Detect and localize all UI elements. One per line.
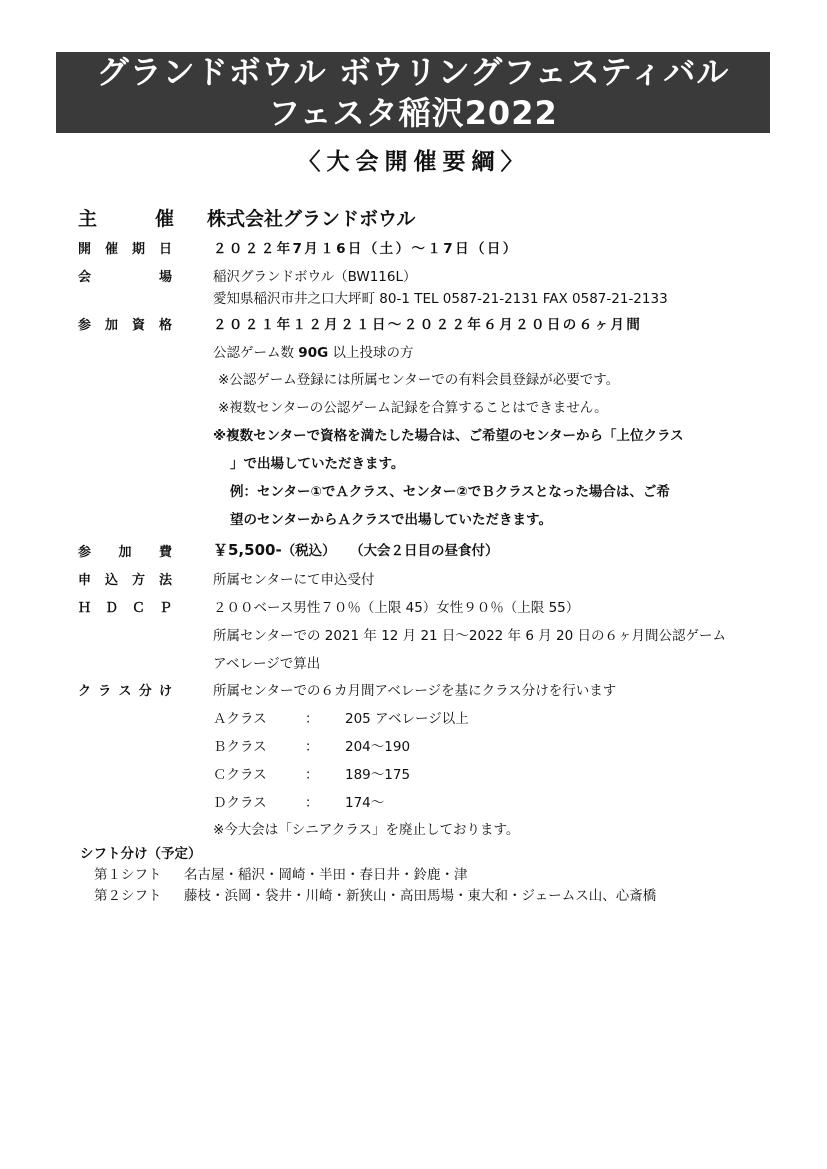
eligibility-note2: ※複数センターの公認ゲーム記録を合算することはできません。 (218, 400, 608, 416)
class-c-separator: ： (305, 767, 319, 783)
class-b-name: Ｂクラス (213, 739, 267, 755)
class-b-separator: ： (305, 739, 319, 755)
hdcp-label: Ｈ Ｄ Ｃ Ｐ (78, 601, 172, 616)
fee-amount: ￥5,500- (213, 541, 282, 559)
venue-label: 会 場 (78, 270, 172, 285)
application-label: 申 込 方 法 (78, 573, 172, 588)
class-a-range: 205 アベレージ以上 (345, 711, 469, 727)
application-value: 所属センターにて申込受付 (213, 572, 375, 588)
class-b-range: 204～190 (345, 739, 411, 755)
classes-label: ク ラ ス 分 け (78, 684, 172, 699)
eligibility-note3-line2: 」で出場していただきます。 (230, 456, 405, 472)
eligibility-example-line1: 例：センター①でＡクラス、センター②でＢクラスとなった場合は、ご希 (230, 484, 670, 500)
eligibility-note1: ※公認ゲーム登録には所属センターでの有料会員登録が必要です。 (218, 372, 620, 388)
class-d-range: 174～ (345, 795, 385, 811)
classes-intro: 所属センターでの６カ月間アベレージを基にクラス分けを行います (213, 683, 617, 699)
class-a-separator: ： (305, 711, 319, 727)
class-a-name: Ａクラス (213, 711, 267, 727)
shift-1-centers: 名古屋・稲沢・岡崎・半田・春日井・鈴鹿・津 (184, 867, 468, 883)
hdcp-line1: ２００ベース男性７０％（上限 45）女性９０％（上限 55） (213, 600, 580, 616)
eligibility-label: 参 加 資 格 (78, 318, 172, 333)
dates-value: ２０２２年7月１6日（土）～１7日（日） (213, 241, 519, 257)
title-banner-line1 (56, 52, 770, 91)
eligibility-games: 公認ゲーム数 90G 以上投球の方 (213, 345, 414, 361)
hdcp-line3: アベレージで算出 (213, 656, 321, 672)
organizer-label: 主 催 (78, 208, 174, 230)
venue-name: 稲沢グランドボウル（BW116L） (213, 269, 417, 285)
class-c-name: Ｃクラス (213, 767, 267, 783)
title-line2: フェスタ稲沢2022 (268, 94, 558, 132)
eligibility-note3-line1: ※複数センターで資格を満たした場合は、ご希望のセンターから「上位クラス (213, 428, 684, 444)
organizer-value: 株式会社グランドボウル (207, 208, 416, 230)
fee-tax: （税込） (281, 543, 336, 559)
title-line1: グランドボウル ボウリングフェスティバル (96, 53, 730, 91)
class-d-separator: ： (305, 795, 319, 811)
hdcp-line2: 所属センターでの 2021 年 12 月 21 日～2022 年 6 月 20 日の６ヶ月間公認ゲーム (213, 628, 726, 644)
eligibility-example-line2: 望のセンターからＡクラスで出場していただきます。 (230, 512, 552, 528)
dates-label: 開 催 期 日 (78, 242, 172, 257)
document-subtitle: 〈大会開催要綱〉 (297, 149, 530, 175)
title-banner-line2 (56, 91, 770, 133)
class-d-name: Ｄクラス (213, 795, 267, 811)
shifts-heading: シフト分け（予定） (80, 846, 202, 862)
venue-address: 愛知県稲沢市井之口大坪町 80-1 TEL 0587-21-2131 FAX 0587-21-2133 (213, 291, 668, 307)
fee-label: 参 加 費 (78, 545, 172, 560)
shift-2-centers: 藤枝・浜岡・袋井・川崎・新狭山・高田馬場・東大和・ジェームス山、心斎橋 (184, 888, 657, 904)
fee-note: （大会２日目の昼食付） (349, 543, 499, 559)
shift-2-name: 第２シフト (94, 888, 162, 904)
eligibility-period: ２０２１年１２月２１日～２０２２年６月２０日の６ヶ月間 (213, 317, 643, 333)
shift-1-name: 第１シフト (94, 867, 162, 883)
classes-note: ※今大会は「シニアクラス」を廃止しております。 (213, 822, 520, 838)
class-c-range: 189～175 (345, 767, 411, 783)
fee-value (213, 539, 498, 560)
